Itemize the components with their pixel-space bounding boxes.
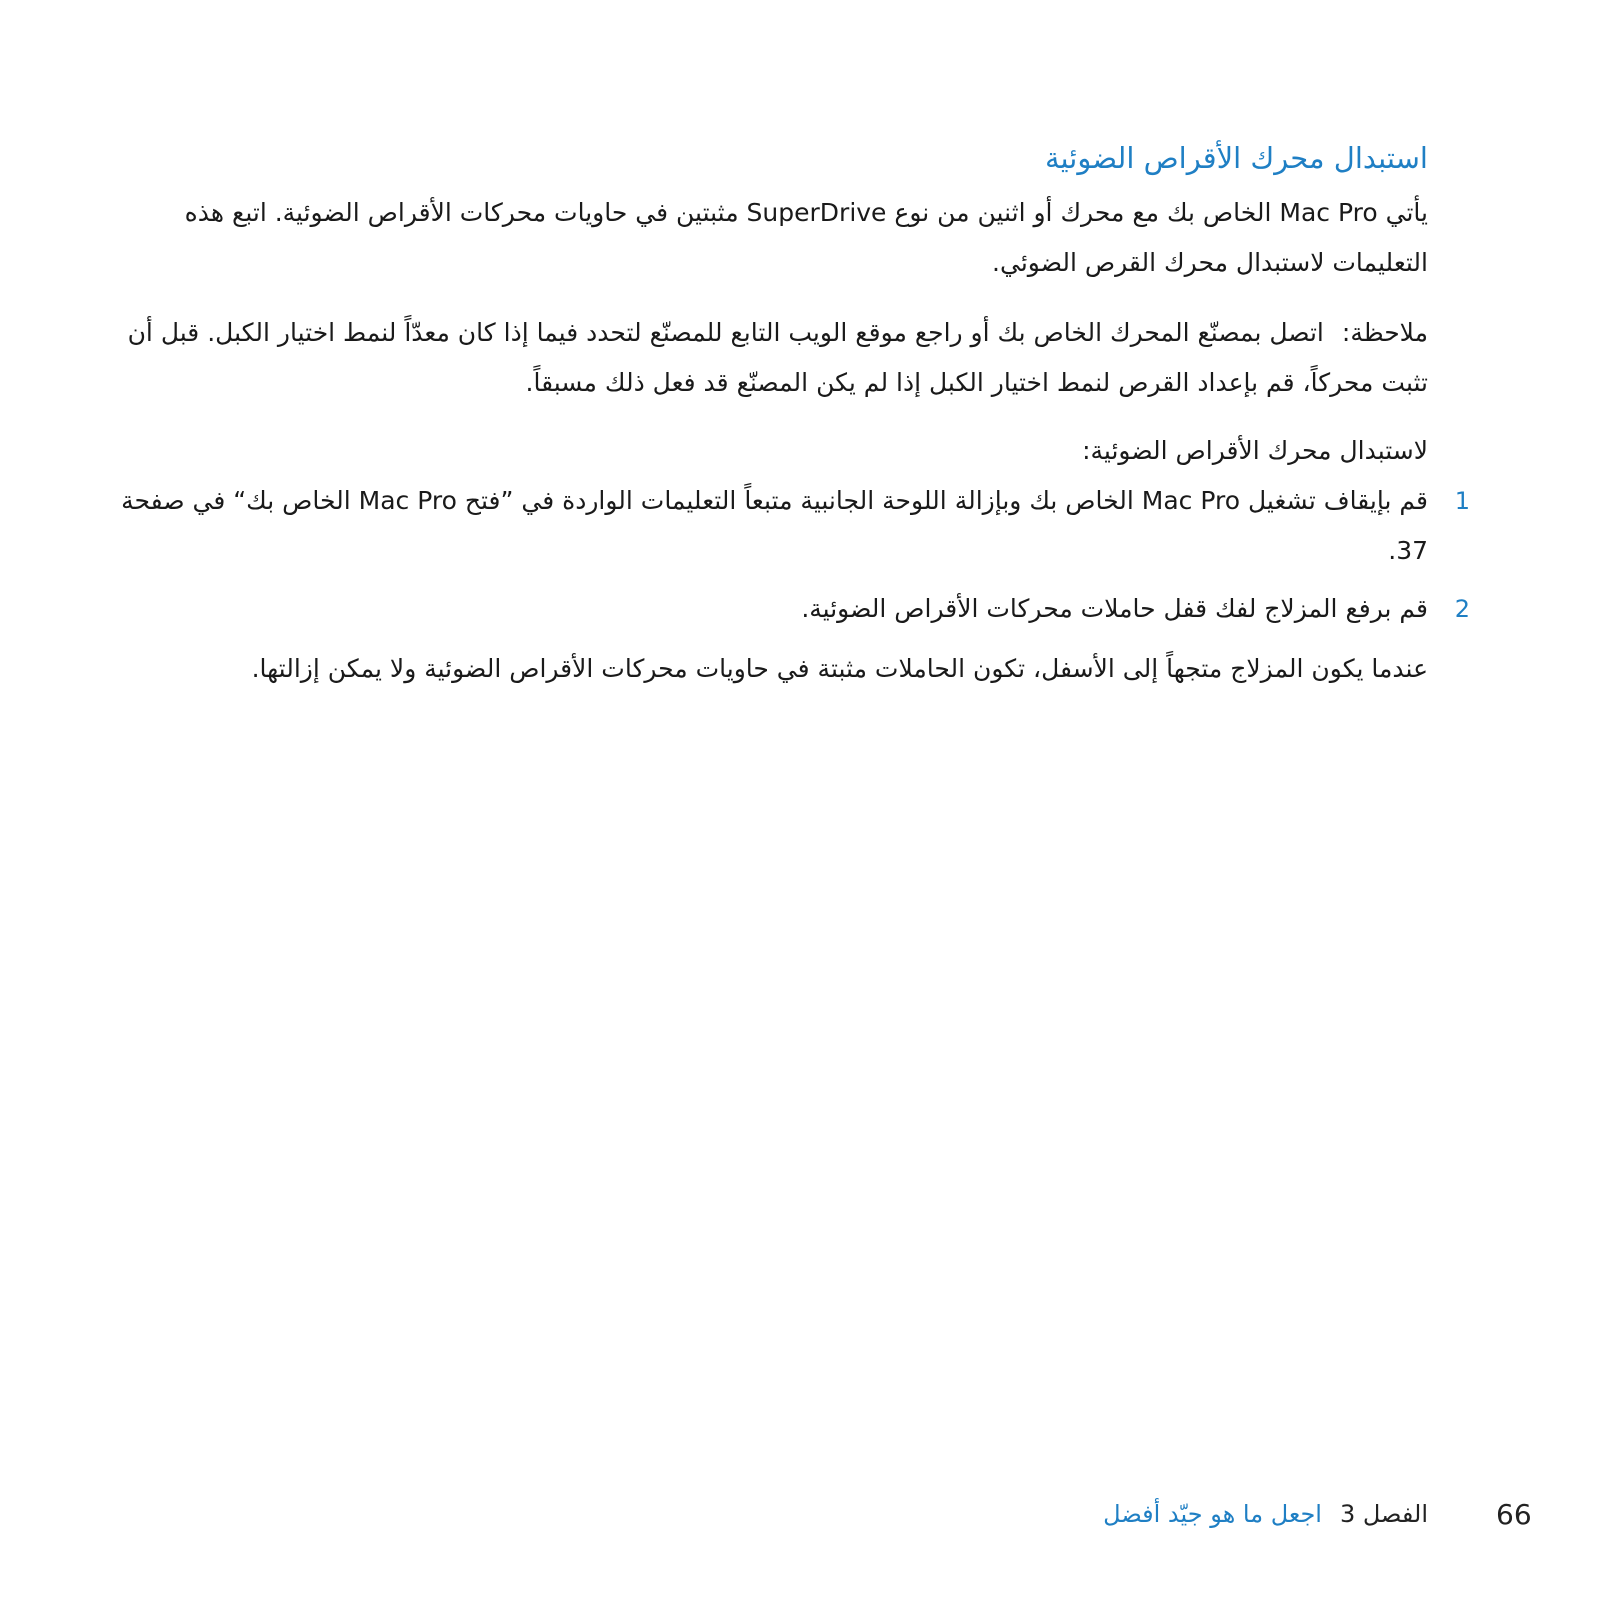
- page-number: 66: [1496, 1498, 1532, 1531]
- step-item: [120, 476, 1470, 576]
- intro-paragraph: يأتي Mac Pro الخاص بك مع محرك أو اثنين من نوع SuperDrive مثبتين في حاويات محركات الأقراص الضوئية. اتبع هذه التعليمات لاستبدال محرك القرص الضوئي.: [184, 198, 1428, 277]
- chapter-label: الفصل 3: [1339, 1500, 1428, 1528]
- step-number: 1: [1454, 487, 1470, 515]
- footer-chapter: [1103, 1500, 1428, 1528]
- note-paragraph: [120, 308, 1428, 408]
- step-text: قم برفع المزلاج لفك قفل حاملات محركات الأقراص الضوئية.: [801, 594, 1428, 623]
- chapter-title: اجعل ما هو جيّد أفضل: [1103, 1500, 1322, 1528]
- closing-paragraph: عندما يكون المزلاج متجهاً إلى الأسفل، تكون الحاملات مثبتة في حاويات محركات الأقراص الضوئية ولا يمكن إزالتها.: [251, 654, 1428, 683]
- step-text: قم بإيقاف تشغيل Mac Pro الخاص بك وبإزالة اللوحة الجانبية متبعاً التعليمات الواردة في ”فتح Mac Pro الخاص بك“ في صفحة 37.: [121, 486, 1428, 565]
- page-footer: [0, 1498, 1600, 1538]
- page-content: [120, 138, 1470, 694]
- note-text: اتصل بمصنّع المحرك الخاص بك أو راجع موقع الويب التابع للمصنّع لتحدد فيما إذا كان معدّاً لنمط اختيار الكبل. قبل أن تثبت محركاً، قم بإعداد القرص لنمط اختيار الكبل إذا لم يكن المصنّع قد فعل ذلك مسبقاً.: [127, 318, 1428, 397]
- steps-heading: لاستبدال محرك الأقراص الضوئية:: [1082, 436, 1428, 465]
- steps-list: [120, 476, 1470, 634]
- note-label: ملاحظة:: [1341, 318, 1428, 347]
- step-item: [120, 584, 1470, 634]
- section-title: استبدال محرك الأقراص الضوئية: [1045, 141, 1428, 175]
- step-number: 2: [1454, 595, 1470, 623]
